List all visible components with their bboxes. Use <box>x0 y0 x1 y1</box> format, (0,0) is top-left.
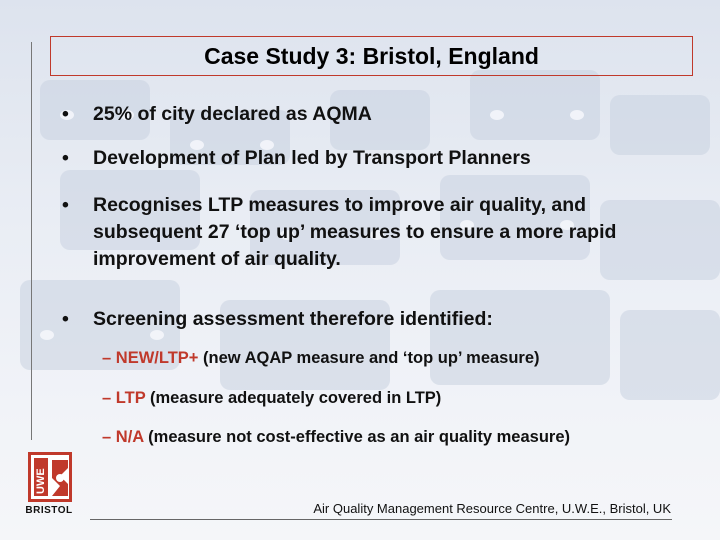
uwe-logo-text: UWE <box>35 468 47 494</box>
left-divider-line <box>31 42 32 440</box>
bullet-dot-icon: • <box>62 103 69 125</box>
bullet-text: Screening assessment therefore identified: <box>93 308 493 330</box>
sub-item-dash: – <box>102 389 112 407</box>
sub-item-ltp <box>102 389 441 408</box>
sub-item-text: (measure not cost-effective as an air quality measure) <box>143 428 570 446</box>
slide-title-text: Case Study 3: Bristol, England <box>204 42 539 69</box>
sub-item-keyword: N/A <box>115 428 144 446</box>
bullet-item-screening <box>62 306 682 333</box>
bullet-dot-icon: • <box>62 308 69 330</box>
bullet-dot-icon: • <box>62 147 69 169</box>
bullet-text: Development of Plan led by Transport Planners <box>93 147 531 169</box>
sub-item-text: (measure adequately covered in LTP) <box>145 389 442 407</box>
bullet-text: 25% of city declared as AQMA <box>93 103 372 125</box>
sub-item-text: (new AQAP measure and ‘top up’ measure) <box>198 349 540 367</box>
slide-title <box>50 36 693 76</box>
bullet-item-plan <box>62 145 682 172</box>
sub-item-dash: – <box>102 428 112 446</box>
bullet-text: Recognises LTP measures to improve air quality, and subsequent 27 ‘top up’ measures to ensure a more rapid improvement of air quality. <box>93 194 617 270</box>
sub-item-new-ltp <box>102 349 540 368</box>
uwe-logo-caption: BRISTOL <box>25 505 73 516</box>
sub-item-dash: – <box>102 349 112 367</box>
bullet-item-ltp-measures <box>62 192 662 273</box>
bullet-dot-icon: • <box>62 194 69 216</box>
footer-divider-line <box>90 519 672 520</box>
bullet-item-aqma <box>62 101 682 128</box>
sub-item-keyword: NEW/LTP+ <box>115 349 199 367</box>
footer-text: Air Quality Management Resource Centre, U.W.E., Bristol, UK <box>313 501 671 516</box>
sub-item-keyword: LTP <box>115 389 146 407</box>
sub-item-na <box>102 428 570 447</box>
